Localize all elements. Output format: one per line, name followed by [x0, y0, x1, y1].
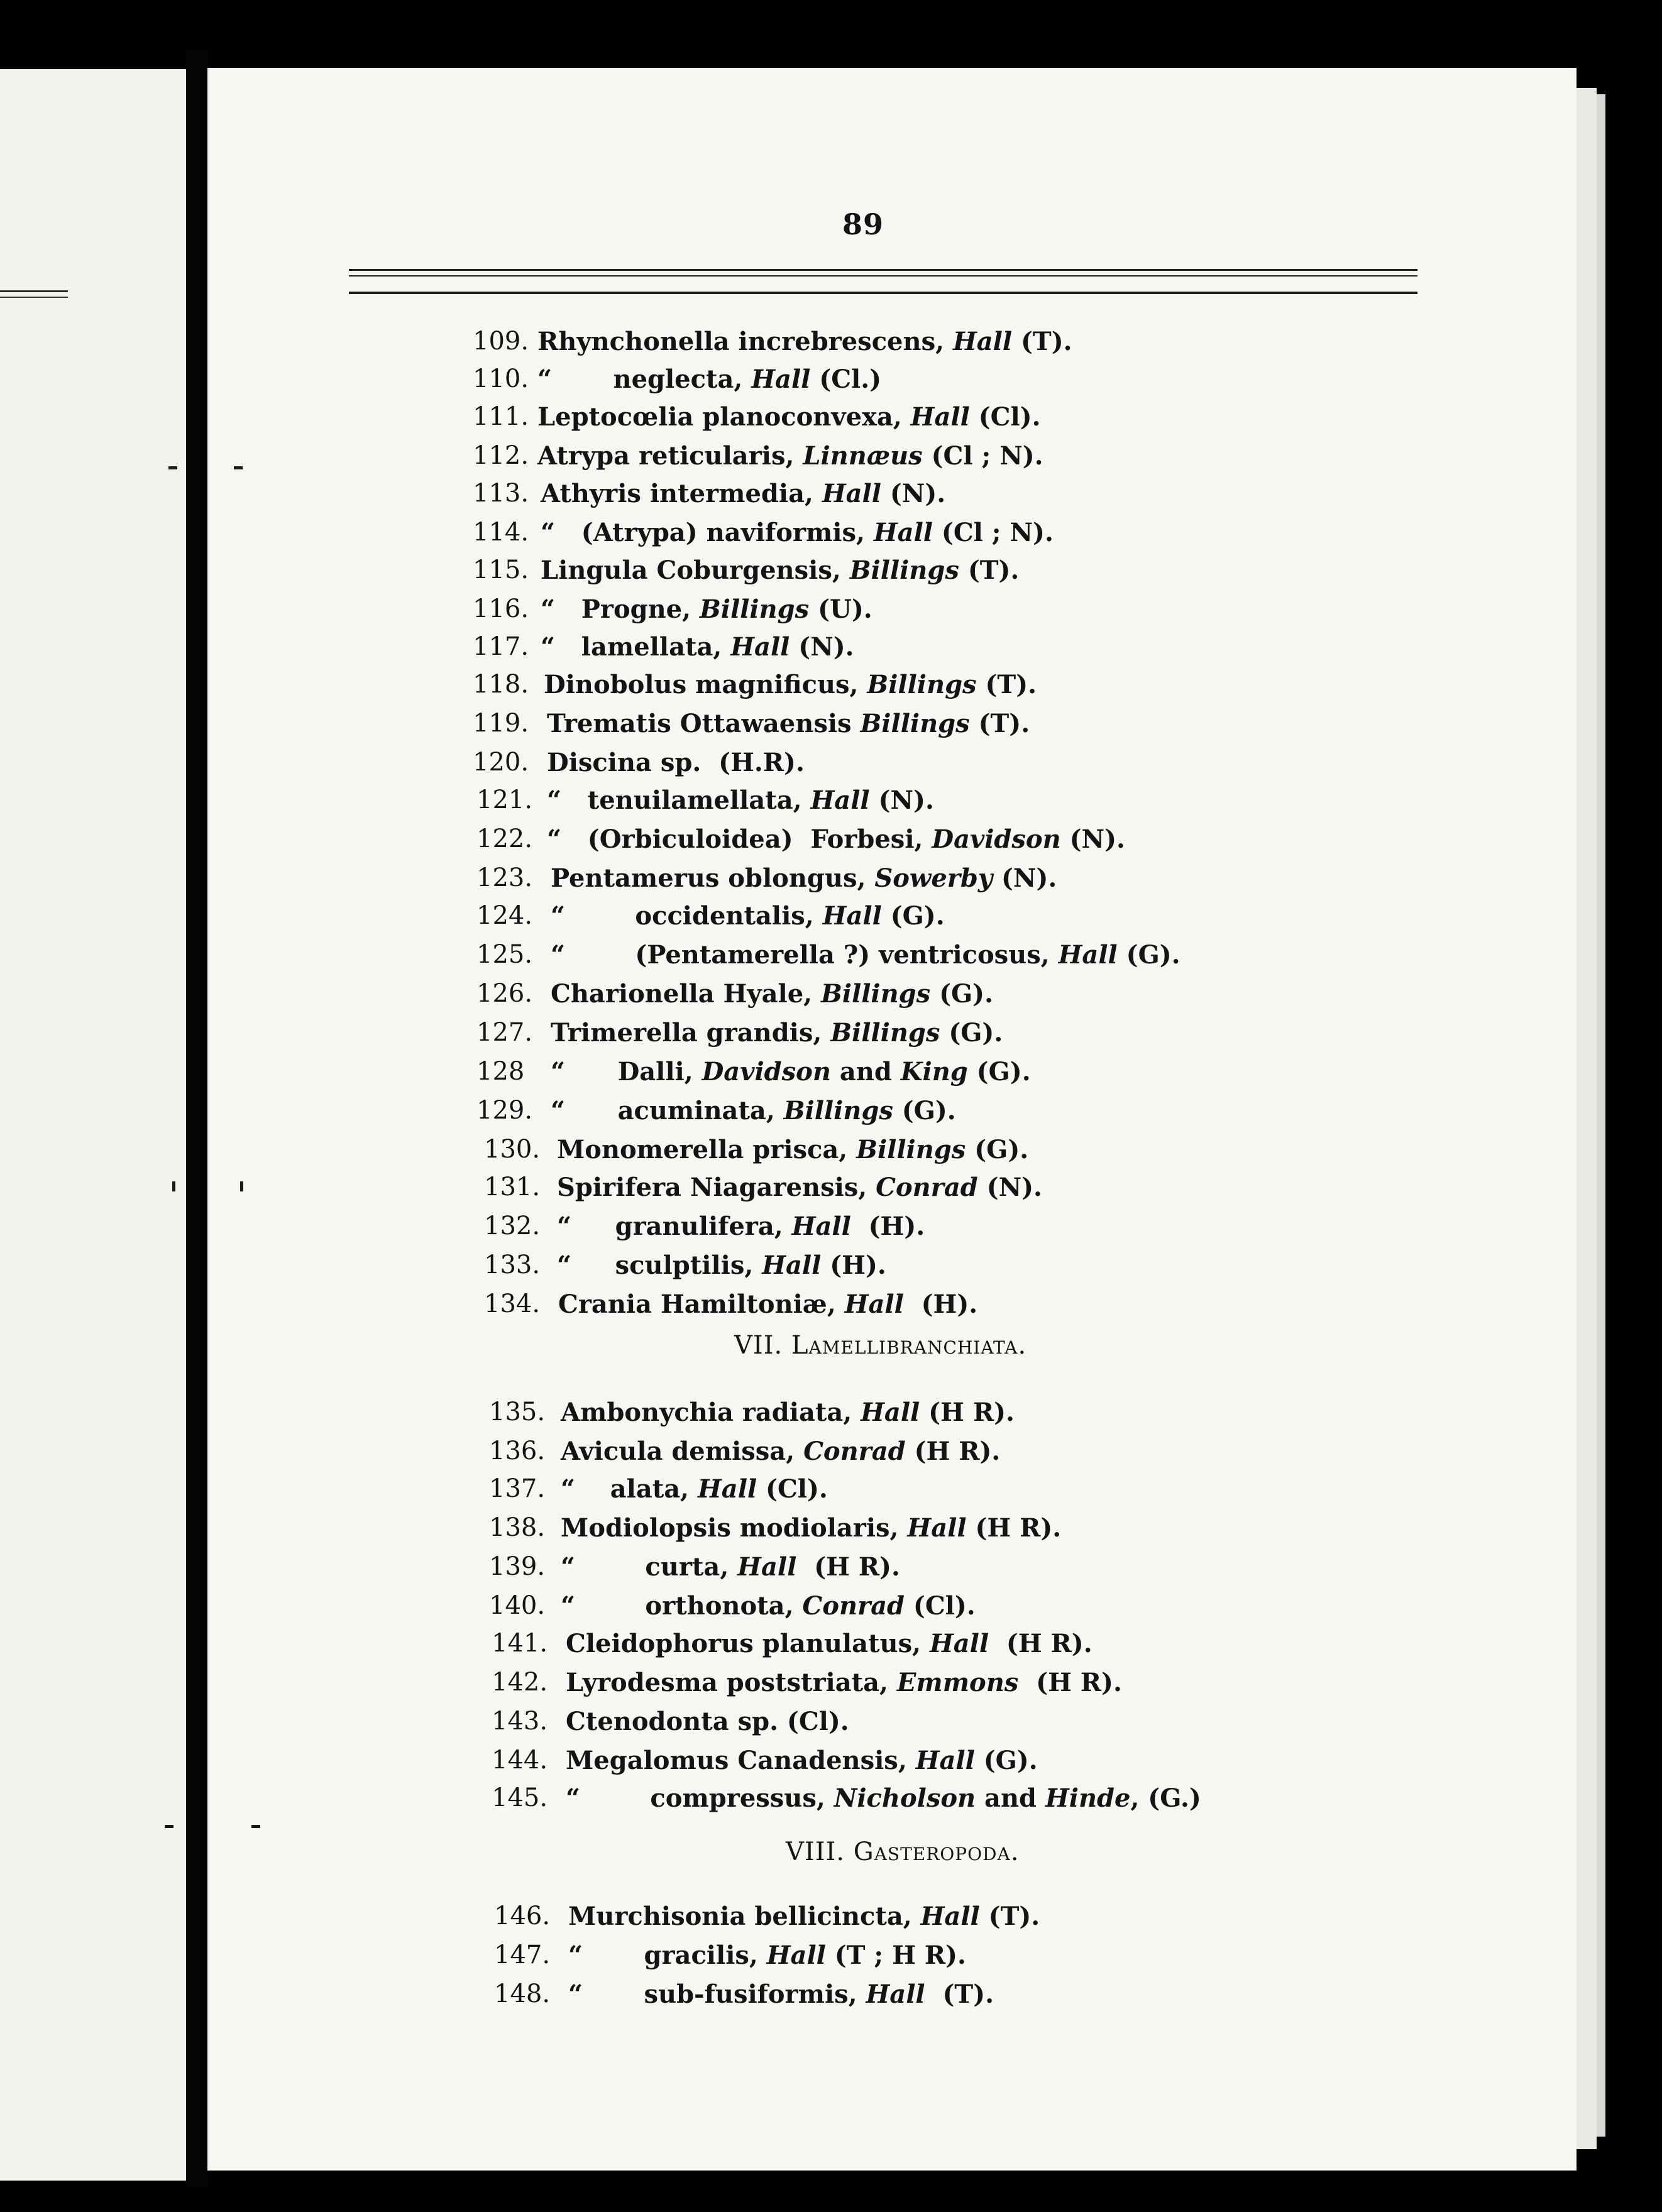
- locality: (G).: [1117, 940, 1180, 970]
- entry-number: 113.: [473, 479, 529, 508]
- entry-number: 137.: [489, 1474, 546, 1503]
- entry-number: 138.: [489, 1513, 546, 1542]
- authority: Hall: [791, 1212, 851, 1241]
- entry-number: 145.: [492, 1783, 548, 1812]
- species-name: Spirifera Niagarensis,: [557, 1173, 876, 1202]
- entry-number: 142.: [492, 1668, 548, 1697]
- authority: Nicholson: [834, 1783, 976, 1813]
- entry-text: [557, 1173, 1042, 1202]
- entry-text: [557, 1135, 1028, 1164]
- species-name: Avicula demissa,: [561, 1437, 804, 1466]
- species-name: “ granulifera,: [557, 1212, 792, 1241]
- entry-number: 114.: [473, 518, 529, 547]
- species-name: Murchisonia bellicincta,: [568, 1902, 921, 1931]
- authority: Hall: [810, 786, 870, 815]
- entry-number: 135.: [489, 1398, 546, 1426]
- locality: (N).: [790, 632, 854, 662]
- species-name: Rhynchonella increbrescens,: [537, 327, 953, 356]
- entry-text: [551, 979, 993, 1009]
- entry-number: 118.: [473, 670, 529, 699]
- locality: (H).: [903, 1289, 978, 1319]
- section-title: Gasteropoda.: [853, 1837, 1020, 1866]
- species-name: Discina sp. (H.R).: [547, 748, 805, 777]
- entry-text: [551, 1057, 1031, 1087]
- list-item: [0, 1398, 1509, 1435]
- authority: Conrad: [802, 1591, 905, 1621]
- entry-text: [537, 402, 1041, 432]
- locality: (H R).: [905, 1437, 1001, 1466]
- entry-number: 116.: [473, 594, 529, 623]
- locality: (T).: [976, 670, 1037, 699]
- list-item: [0, 1629, 1509, 1667]
- section-heading-gasteropoda: [786, 1837, 1019, 1866]
- list-item: [0, 1057, 1509, 1095]
- authority: Hall: [920, 1902, 980, 1931]
- locality: (T).: [969, 709, 1030, 738]
- entry-text: [551, 940, 1180, 970]
- locality: (H R).: [1018, 1668, 1122, 1697]
- list-item: [0, 632, 1509, 670]
- header-rule: [349, 269, 1417, 271]
- species-name: Leptocœlia planoconvexa,: [537, 402, 911, 432]
- list-item: [0, 556, 1509, 593]
- locality: (N).: [993, 863, 1057, 893]
- entry-text: [568, 1979, 994, 2009]
- entry-number: 127.: [476, 1018, 533, 1047]
- entry-number: 125.: [476, 940, 533, 969]
- page-stack-edge: [1597, 94, 1605, 2137]
- list-item: [0, 901, 1509, 939]
- locality: (Cl ; N).: [932, 518, 1054, 547]
- list-item: [0, 1979, 1509, 2017]
- authority: Hall: [766, 1941, 826, 1970]
- entry-text: [561, 1513, 1061, 1543]
- list-item: [0, 786, 1509, 823]
- locality: (G).: [967, 1057, 1031, 1087]
- header-rule: [349, 292, 1417, 294]
- list-item: [0, 327, 1509, 364]
- species-name: “ compressus,: [566, 1783, 834, 1813]
- authority: Hall: [861, 1398, 920, 1427]
- list-item: [0, 1173, 1509, 1210]
- authority: Billings: [783, 1096, 893, 1125]
- authority: Billings: [856, 1135, 966, 1164]
- entry-number: 121.: [476, 786, 533, 814]
- entry-number: 131.: [484, 1173, 541, 1202]
- ink-speck: [165, 1825, 173, 1828]
- entry-text: [541, 479, 945, 508]
- authority: Sowerby: [874, 863, 993, 893]
- list-item: [0, 1746, 1509, 1783]
- species-name: “ acuminata,: [551, 1096, 784, 1125]
- locality: (N).: [1060, 824, 1125, 854]
- entry-text: [547, 786, 934, 815]
- entry-text: [541, 594, 872, 624]
- species-name: “ (Pentamerella ?) ventricosus,: [551, 940, 1059, 970]
- list-item: [0, 402, 1509, 440]
- entry-text: [537, 364, 881, 394]
- authority: Hall: [910, 402, 970, 432]
- authority: Hall: [822, 901, 882, 931]
- locality: , (G.): [1130, 1783, 1201, 1813]
- authority: Hall: [907, 1513, 967, 1543]
- authority: King: [900, 1057, 968, 1087]
- locality: (N).: [881, 479, 946, 508]
- locality: (N).: [869, 786, 934, 815]
- section-numeral: VIII.: [786, 1837, 845, 1866]
- list-item: [0, 1018, 1509, 1056]
- species-name: Crania Hamiltoniæ,: [558, 1289, 845, 1319]
- entry-number: 136.: [489, 1437, 546, 1465]
- locality: (Cl).: [904, 1591, 976, 1621]
- authority: Conrad: [876, 1173, 978, 1202]
- entry-text: [568, 1941, 966, 1970]
- entry-number: 144.: [492, 1746, 548, 1775]
- species-name: “ lamellata,: [541, 632, 731, 662]
- locality: (T).: [925, 1979, 994, 2009]
- locality: (T ; H R).: [825, 1941, 966, 1970]
- list-item: [0, 518, 1509, 556]
- entry-text: [547, 709, 1030, 738]
- species-name: Trematis Ottawaensis: [547, 709, 861, 738]
- list-item: [0, 979, 1509, 1017]
- locality: (H).: [821, 1251, 886, 1280]
- list-item: [0, 709, 1509, 747]
- list-item: [0, 594, 1509, 632]
- entry-text: [561, 1437, 1000, 1466]
- list-item: [0, 1212, 1509, 1249]
- facing-page-rule: [0, 290, 68, 292]
- list-item: [0, 1591, 1509, 1629]
- species-name: Charionella Hyale,: [551, 979, 821, 1009]
- authority: Hall: [762, 1251, 822, 1280]
- species-name: Megalomus Canadensis,: [566, 1746, 916, 1775]
- locality: (H R).: [989, 1629, 1092, 1658]
- list-item: [0, 1513, 1509, 1551]
- entry-number: 110.: [473, 364, 529, 393]
- list-item: [0, 1668, 1509, 1706]
- entry-text: [541, 518, 1054, 547]
- species-name: “ Progne,: [541, 594, 700, 624]
- locality: (G).: [974, 1746, 1038, 1775]
- entry-number: 119.: [473, 709, 529, 738]
- list-item: [0, 940, 1509, 978]
- authority: Hall: [952, 327, 1013, 356]
- entry-number: 128: [476, 1057, 525, 1086]
- list-item: [0, 364, 1509, 402]
- list-item: [0, 670, 1509, 708]
- entry-text: [566, 1629, 1092, 1658]
- species-name: “ occidentalis,: [551, 901, 823, 931]
- header-rule: [349, 275, 1417, 276]
- entry-number: 117.: [473, 632, 529, 661]
- entry-number: 122.: [476, 824, 533, 853]
- entry-number: 146.: [494, 1902, 551, 1930]
- section-heading-lamellibranchiata: [734, 1331, 1026, 1360]
- species-name: Atrypa reticularis,: [537, 441, 803, 471]
- authority: Conrad: [803, 1437, 906, 1466]
- locality: and: [976, 1783, 1045, 1813]
- locality: (H R).: [966, 1513, 1062, 1543]
- authority: Hall: [873, 518, 933, 547]
- species-name: “ sub-fusiformis,: [568, 1979, 866, 2009]
- authority: Hall: [751, 364, 811, 394]
- entry-text: [541, 632, 854, 662]
- entry-number: 132.: [484, 1212, 541, 1240]
- entry-text: [561, 1591, 976, 1621]
- entry-number: 129.: [476, 1096, 533, 1125]
- list-item: [0, 1902, 1509, 1939]
- entry-text: [547, 824, 1125, 854]
- locality: (Cl).: [757, 1474, 828, 1504]
- entry-number: 133.: [484, 1251, 541, 1279]
- locality: (G).: [930, 979, 994, 1009]
- species-name: Lingula Coburgensis,: [541, 556, 850, 585]
- entry-number: 130.: [484, 1135, 541, 1164]
- list-item: [0, 1135, 1509, 1173]
- entry-number: 134.: [484, 1289, 541, 1318]
- authority: Emmons: [896, 1668, 1019, 1697]
- entry-text: [551, 863, 1057, 893]
- list-item: [0, 1941, 1509, 1978]
- list-item: [0, 1289, 1509, 1327]
- entry-text: [566, 1707, 849, 1736]
- authority: Hall: [1058, 940, 1118, 970]
- list-item: [0, 1783, 1509, 1821]
- entry-text: [566, 1746, 1038, 1775]
- entry-text: [557, 1251, 886, 1280]
- authority: Hall: [730, 632, 790, 662]
- species-name: Lyrodesma poststriata,: [566, 1668, 897, 1697]
- entry-number: 141.: [492, 1629, 548, 1658]
- species-name: Ctenodonta sp. (Cl).: [566, 1707, 849, 1736]
- entry-text: [547, 748, 805, 777]
- locality: (Cl ; N).: [922, 441, 1043, 471]
- authority: Linnæus: [803, 441, 923, 471]
- locality: (H).: [850, 1212, 925, 1241]
- authority: Davidson: [702, 1057, 831, 1087]
- authority: Davidson: [932, 824, 1061, 854]
- entry-number: 112.: [473, 441, 529, 470]
- entry-number: 111.: [473, 402, 529, 431]
- list-item: [0, 479, 1509, 517]
- species-name: Cleidophorus planulatus,: [566, 1629, 930, 1658]
- entry-text: [561, 1474, 828, 1504]
- locality: (G).: [966, 1135, 1029, 1164]
- species-name: Dinobolus magnificus,: [544, 670, 867, 699]
- species-name: “ gracilis,: [568, 1941, 767, 1970]
- locality: and: [830, 1057, 901, 1087]
- locality: (T).: [1012, 327, 1072, 356]
- locality: (Cl.): [810, 364, 882, 394]
- entry-text: [537, 441, 1043, 471]
- entry-text: [544, 670, 1037, 699]
- entry-text: [557, 1212, 925, 1241]
- entry-number: 140.: [489, 1591, 546, 1620]
- entry-number: 115.: [473, 556, 529, 584]
- list-item: [0, 824, 1509, 862]
- authority: Billings: [699, 594, 810, 624]
- entry-text: [537, 327, 1072, 356]
- locality: (H R).: [796, 1552, 900, 1582]
- list-item: [0, 1474, 1509, 1512]
- species-name: Trimerella grandis,: [551, 1018, 831, 1048]
- entry-text: [551, 1018, 1003, 1048]
- species-name: “ tenuilamellata,: [547, 786, 811, 815]
- entry-text: [561, 1552, 900, 1582]
- locality: (N).: [977, 1173, 1042, 1202]
- species-name: Athyris intermedia,: [541, 479, 822, 508]
- species-name: Modiolopsis modiolaris,: [561, 1513, 908, 1543]
- entry-number: 139.: [489, 1552, 546, 1581]
- page-stack-edge: [1577, 88, 1597, 2149]
- entry-text: [568, 1902, 1040, 1931]
- species-name: “ (Orbiculoidea) Forbesi,: [547, 824, 932, 854]
- entry-text: [566, 1668, 1122, 1697]
- ink-speck: [251, 1825, 260, 1828]
- locality: (T).: [979, 1902, 1040, 1931]
- list-item: [0, 441, 1509, 479]
- list-item: [0, 863, 1509, 901]
- list-item: [0, 1707, 1509, 1744]
- authority: Hall: [844, 1289, 904, 1319]
- entry-text: [558, 1289, 977, 1319]
- species-name: “ neglecta,: [537, 364, 752, 394]
- entry-number: 109.: [473, 327, 529, 356]
- locality: (G).: [940, 1018, 1003, 1048]
- authority: Hall: [822, 479, 881, 508]
- page-number: 89: [842, 207, 884, 241]
- locality: (T).: [959, 556, 1020, 585]
- species-name: “ Dalli,: [551, 1057, 702, 1087]
- list-item: [0, 748, 1509, 786]
- authority: Hall: [698, 1474, 757, 1504]
- species-name: “ sculptilis,: [557, 1251, 762, 1280]
- authority: Billings: [830, 1018, 940, 1048]
- entry-number: 147.: [494, 1941, 551, 1969]
- authority: Hall: [866, 1979, 925, 2009]
- authority: Billings: [860, 709, 970, 738]
- entry-number: 124.: [476, 901, 533, 930]
- entry-number: 143.: [492, 1707, 548, 1736]
- authority: Hall: [915, 1746, 975, 1775]
- entry-text: [566, 1783, 1201, 1813]
- authority: Hall: [737, 1552, 797, 1582]
- locality: (Cl).: [969, 402, 1041, 432]
- locality: (G).: [893, 1096, 956, 1125]
- list-item: [0, 1096, 1509, 1134]
- authority: Billings: [867, 670, 977, 699]
- species-name: “ orthonota,: [561, 1591, 803, 1621]
- entry-number: 148.: [494, 1979, 551, 2008]
- list-item: [0, 1437, 1509, 1474]
- authority: Hall: [929, 1629, 989, 1658]
- entry-number: 126.: [476, 979, 533, 1008]
- facing-page-rule: [0, 297, 68, 298]
- authority: Hinde: [1045, 1783, 1131, 1813]
- list-item: [0, 1251, 1509, 1288]
- species-name: “ curta,: [561, 1552, 738, 1582]
- species-name: “ alata,: [561, 1474, 698, 1504]
- authority: Billings: [849, 556, 959, 585]
- list-item: [0, 1552, 1509, 1590]
- locality: (U).: [809, 594, 872, 624]
- entry-number: 120.: [473, 748, 529, 777]
- species-name: “ (Atrypa) naviformis,: [541, 518, 874, 547]
- locality: (G).: [881, 901, 945, 931]
- species-name: Monomerella prisca,: [557, 1135, 857, 1164]
- entry-number: 123.: [476, 863, 533, 892]
- section-title: Lamellibranchiata.: [791, 1331, 1027, 1360]
- entry-text: [561, 1398, 1015, 1427]
- entry-text: [541, 556, 1019, 585]
- locality: (H R).: [920, 1398, 1015, 1427]
- species-name: Pentamerus oblongus,: [551, 863, 875, 893]
- entry-text: [551, 1096, 956, 1125]
- authority: Billings: [821, 979, 931, 1009]
- species-name: Ambonychia radiata,: [561, 1398, 861, 1427]
- entry-text: [551, 901, 945, 931]
- section-numeral: VII.: [734, 1331, 783, 1360]
